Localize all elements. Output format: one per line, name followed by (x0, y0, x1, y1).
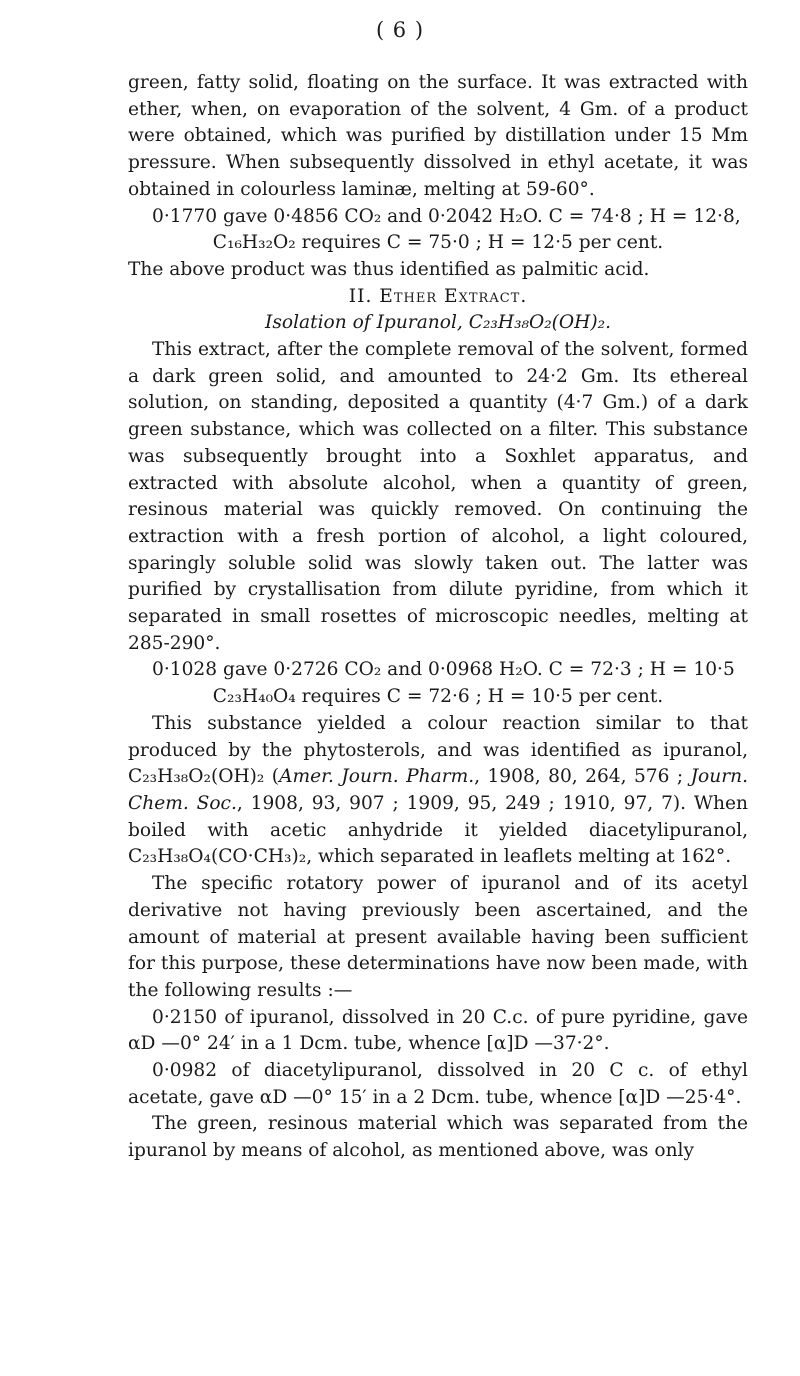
formula-requirement-2: C₂₃H₄₀O₄ requires C = 72·6 ; H = 10·5 per cent. (212, 686, 664, 708)
section-heading: II. Ether Extract. (348, 285, 528, 307)
page-number: ( 6 ) (375, 18, 425, 42)
p3-mid: , 1908, 80, 264, 576 ; (474, 766, 691, 788)
formula-requirement-1: C₁₆H₃₂O₂ requires C = 75·0 ; H = 12·5 per cent. (212, 232, 664, 254)
section-subheading (128, 310, 748, 337)
body-text (128, 70, 748, 1165)
combustion-analysis-2: 0·1028 gave 0·2726 CO₂ and 0·0968 H₂O. C = 72·3 ; H = 10·5 (152, 659, 735, 681)
combustion-analysis-1: 0·1770 gave 0·4856 CO₂ and 0·2042 H₂O. C = 74·8 ; H = 12·8, (152, 205, 741, 227)
citation-journ-chem-soc: Journ. Chem. Soc. (128, 766, 748, 814)
paragraph-ether-extract: This extract, after the complete removal of the solvent, formed a dark green solid, and amounted to 24·2 Gm. Its ethereal solution, on standing, deposited a quantity (4·7 Gm.) of a dark green substance, which was collected on a filter. This substance was subsequently brought into a Soxhlet apparatus, and extracted with absolute alcohol, when a quantity of green, resinous material was quickly removed. On continuing the extraction with a fresh portion of alcohol, a light coloured, sparingly soluble solid was slowly taken out. The latter was purified by crystallisation from dilute pyridine, from which it separated in small rosettes of microscopic needles, melting at 285-290°. (128, 339, 748, 654)
citation-amer-journ-pharm: Amer. Journ. Pharm. (279, 766, 475, 788)
rotation-result-ipuranol: 0·2150 of ipuranol, dissolved in 20 C.c. of pure pyridine, gave αD —0° 24′ in a 1 Dcm. tube, whence [α]D —37·2°. (128, 1006, 748, 1055)
paragraph-palmitic-isolation: green, fatty solid, floating on the surface. It was extracted with ether, when, on evaporation of the solvent, 4 Gm. of a product were obtained, which was purified by distillation under 15 Mm pressure. When subsequently dissolved in ethyl acetate, it was obtained in colourless laminæ, melting at 59-60°. (128, 72, 748, 200)
paragraph-rotatory-power: The specific rotatory power of ipuranol and of its acetyl derivative not having previously been ascertained, and the amount of material at present available having been sufficient for this purpose, these determinations have now been made, with the following results :— (128, 873, 748, 1001)
rotation-result-diacetyl: 0·0982 of diacetylipuranol, dissolved in 20 C c. of ethyl acetate, gave αD —0° 15′ in a 2 Dcm. tube, whence [α]D —25·4°. (128, 1060, 748, 1108)
p3-end: , 1908, 93, 907 ; 1909, 95, 249 ; 1910, 97, 7). When boiled with acetic anhydride it yielded diacetylipuranol, C₂₃H₃₈O₄(CO·CH₃)₂, which separated in leaflets melting at 162°. (128, 792, 748, 868)
paragraph-resinous-material: The green, resinous material which was separated from the ipuranol by means of alcohol, as mentioned above, was only (128, 1113, 748, 1162)
identification-palmitic: The above product was thus identified as palmitic acid. (128, 258, 650, 280)
paragraph-ipuranol-identification (128, 711, 748, 871)
subheading-text: Isolation of Ipuranol, C₂₃H₃₈O₂(OH)₂. (264, 312, 612, 334)
p3-start: This substance yielded a colour reaction similar to that produced by the phytosterols, and was identified as ipuranol, C₂₃H₃₈O₂(OH)₂ ( (128, 712, 748, 788)
